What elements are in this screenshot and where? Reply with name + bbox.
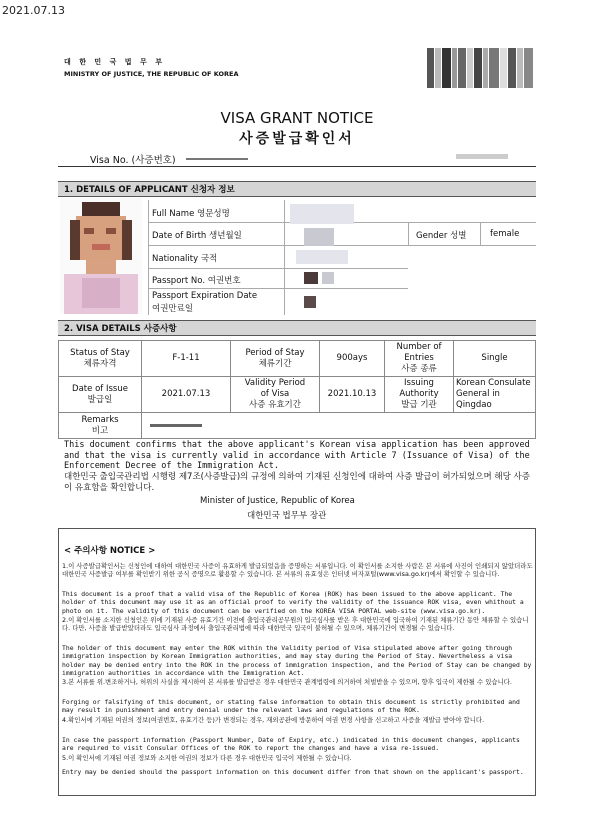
visa-details-table — [58, 340, 536, 439]
passport-exp-label: Passport Expiration Date — [152, 291, 258, 301]
authority-value: Korean Consulate General in Qingdao — [454, 377, 536, 413]
redacted-value — [296, 250, 348, 264]
ministry-ko: 대 한 민 국 법 무 부 — [64, 58, 165, 66]
section2-heading: 2. VISA DETAILS 사증사항 — [58, 320, 536, 336]
notice-item-5-ko: 5.이 확인서에 기재된 여권 정보와 소지한 여권의 정보가 다른 경우 대한민국 입국이 제한될 수 있습니다. — [62, 754, 352, 762]
minister-ko: 대한민국 법무부 장관 — [247, 511, 327, 521]
redacted-value — [304, 296, 316, 308]
period-value: 900ays — [320, 341, 385, 377]
title-ko: 사증발급확인서 — [239, 131, 355, 147]
validity-value: 2021.10.13 — [320, 377, 385, 413]
row-line — [148, 268, 408, 269]
status-value: F-1-11 — [142, 341, 231, 377]
col-line — [148, 200, 149, 315]
col-line — [408, 222, 409, 245]
barcode-image — [427, 48, 533, 88]
confirm-ko: 대한민국 출입국관리법 시행령 제7조(사증발급)의 규정에 의하여 기재된 신청인에 대하여 사증 발급이 허가되었으며 해당 사증이 유효함을 확인합니다. — [64, 472, 530, 493]
redacted-value — [322, 272, 334, 284]
confirm-en: This document confirms that the above applicant's Korean visa application has been approved and that the visa is currently valid in accordance with Article 7 (Issuance of Visa) of the Enforcement Decree of the Immigration Act. — [64, 440, 530, 471]
visa-no-label: Visa No. (사증번호) — [90, 155, 176, 166]
notice-item-3-ko: 3.본 서류를 위.변조하거나, 허위의 사실을 제시하여 본 서류를 발급받은 경우 대한민국 관계법령에 의거하여 처벌받을 수 있으며, 향후 입국이 제한될 수 있습니다. — [62, 678, 512, 686]
notice-heading: < 주의사항 NOTICE > — [64, 546, 156, 556]
visa-no-redacted — [186, 158, 248, 160]
redacted-value — [304, 228, 334, 246]
ministry-en: MINISTRY OF JUSTICE, THE REPUBLIC OF KOREA — [64, 70, 239, 78]
notice-item-1-en: This document is a proof that a valid visa of the Republic of Korea (ROK) has been issued to the above applicant. The holder of this document may use it as an official proof to verify the validity of the issuance ROK visa, even whithout a photo on it. The validity of this document can be verified on the KOREA VISA PORTAL web-site (www.visa.go.kr). — [62, 590, 524, 615]
row-line — [148, 288, 408, 289]
notice-item-2-ko: 2.이 확인서를 소지한 신청인은 위에 기재된 사증 유효기간 이전에 출입국관리공무원의 입국심사를 받은 후 대한민국에 입국하여 기재된 체류기간 동안 체류할 수 있습니다. 다만, 사증을 발급받았더라도 입국심사 과정에서 출입국관리법에 따라 대한민국 입국이 불허될 수 있으며, 체류기간이 변경될 수 있습니다. — [62, 616, 529, 633]
gender-value: female — [490, 229, 520, 239]
redacted-value — [304, 272, 318, 284]
notice-item-2-en: The holder of this document may enter the ROK within the Validity period of Visa stipulated above after going through immigration inspection by Korean Immigration authorities, and may stay during the Period of Stay. Nevertheless a visa holder may be denied entry into the ROK in the process of immigration inspection, and the Period of Stay can be changed by immigration authorities in accordance with the Immigration Act. — [62, 644, 532, 678]
entries-label: Number of Entries 사증 종류 — [385, 341, 454, 377]
title-en: VISA GRANT NOTICE — [220, 109, 374, 127]
minister-en: Minister of Justice, Republic of Korea — [200, 496, 355, 506]
passport-exp-label-ko: 여권만료일 — [152, 304, 194, 314]
notice-item-1-ko: 1.이 사증발급확인서는 신청인에 대하여 대한민국 사증이 유효하게 발급되었음을 증명하는 서류입니다. 이 확인서를 소지한 사람은 본 서류에 사진이 인쇄되지 않았더라도 대한민국 사증발급 여부를 확인받기 위한 공식 증명으로 활용할 수 있습니다. 본 서류의 유효성은 인터넷 비자포털(www.visa.go.kr)에서 확인할 수 있습니다. — [62, 562, 533, 579]
validity-label: Validity Period of Visa 사증 유효기간 — [231, 377, 320, 413]
col-line — [284, 200, 285, 315]
divider — [58, 166, 536, 167]
notice-item-4-en: In case the passport information (Passport Number, Date of Expiry, etc.) indicated in this document changes, applicants are required to visit Consular Offices of the ROK to report the changes and have a visa re-issued. — [62, 736, 520, 753]
remarks-label: Remarks 비고 — [59, 413, 142, 439]
authority-label: Issuing Authority 발급 기관 — [385, 377, 454, 413]
full-name-label: Full Name 영문성명 — [152, 209, 230, 219]
gender-label: Gender 성별 — [416, 231, 467, 241]
notice-item-5-en: Entry may be denied should the passport information on this document differ from that shown on the applicant's passport. — [62, 768, 524, 776]
dob-label: Date of Birth 생년월일 — [152, 231, 242, 241]
status-label: Status of Stay 체류자격 — [59, 341, 142, 377]
remarks-value — [142, 413, 536, 439]
applicant-photo — [60, 198, 142, 314]
redacted-value — [290, 204, 354, 224]
period-label: Period of Stay 체류기간 — [231, 341, 320, 377]
entries-value: Single — [454, 341, 536, 377]
visa-no-redacted-2 — [456, 154, 508, 159]
row-line — [148, 245, 536, 246]
section1-heading: 1. DETAILS OF APPLICANT 신청자 정보 — [58, 181, 536, 197]
print-date: 2021.07.13 — [2, 4, 65, 17]
nationality-label: Nationality 국적 — [152, 254, 218, 264]
issue-value: 2021.07.13 — [142, 377, 231, 413]
issue-label: Date of Issue 발급일 — [59, 377, 142, 413]
col-line — [480, 222, 481, 245]
passport-no-label: Passport No. 여권번호 — [152, 276, 241, 286]
notice-item-4-ko: 4.확인서에 기재된 여권의 정보(여권번호, 유효기간 등)가 변경되는 경우, 재외공관에 방문하여 여권 변경 사항을 신고하고 사증을 재발급 받아야 합니다. — [62, 716, 485, 724]
notice-item-3-en: Forging or falsifying of this document, or stating false information to obtain this document is strictly prohibited and may result in punishment and entry denial under the relevant laws and regulations of the ROK. — [62, 698, 520, 715]
